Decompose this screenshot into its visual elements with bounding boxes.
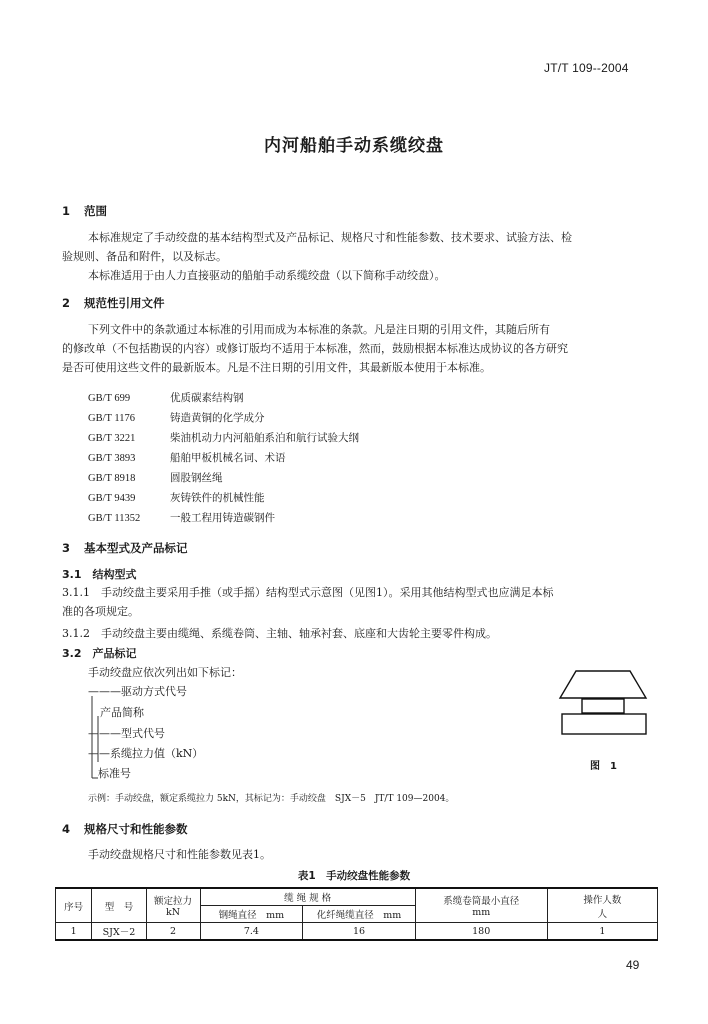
- reference-item: GB/T 8918 圆股钢丝绳: [88, 472, 223, 484]
- reference-item: GB/T 11352 一般工程用铸造碳钢件: [88, 512, 275, 524]
- section-2-paragraph-line-2: 的修改单（不包括勘误的内容）或修订版均不适用于本标准，然而，鼓励根据本标准达成协议的各方研究: [62, 342, 568, 355]
- section-2-heading: 2 规范性引用文件: [62, 296, 165, 310]
- document-title: 内河船舶手动系缆绞盘: [264, 136, 444, 156]
- section-2-paragraph-line-1: 下列文件中的条款通过本标准的引用而成为本标准的条款。凡是注日期的引用文件，其随后所有: [88, 323, 550, 336]
- header-index: 序号: [56, 888, 92, 923]
- marking-line: ———型式代号: [88, 727, 165, 740]
- performance-parameters-table: [55, 887, 658, 941]
- section-3-1-heading: 3.1 结构型式: [62, 568, 137, 581]
- header-model: 型 号: [92, 888, 146, 923]
- table-caption: 表1 手动绞盘性能参数: [297, 870, 411, 882]
- reference-item: GB/T 9439 灰铸铁件的机械性能: [88, 492, 265, 504]
- reference-item: GB/T 699 优质碳素结构钢: [88, 392, 244, 404]
- cell-model: SJX－2: [92, 923, 146, 941]
- capstan-schematic-figure: [552, 668, 656, 748]
- header-rope-spec: 缆 绳 规 格: [200, 888, 415, 906]
- reference-item: GB/T 1176 铸造黄铜的化学成分: [88, 412, 265, 424]
- cell-wire: 7.4: [200, 923, 303, 941]
- table-row: [56, 923, 658, 941]
- section-3-heading: 3 基本型式及产品标记: [62, 541, 188, 555]
- header-rated-force: 额定拉力 kN: [146, 888, 200, 923]
- marking-bracket-lines: [88, 690, 108, 782]
- section-3-2-heading: 3.2 产品标记: [62, 647, 137, 660]
- section-4-heading: 4 规格尺寸和性能参数: [62, 822, 188, 836]
- header-fiber-rope-diameter: 化纤绳缆直径 mm: [303, 906, 415, 923]
- section-1-heading: 1 范围: [62, 204, 107, 218]
- section-1-paragraph-2: 本标准适用于由人力直接驱动的船舶手动系缆绞盘（以下简称手动绞盘）。: [88, 269, 446, 282]
- cell-fiber: 16: [303, 923, 415, 941]
- section-1-paragraph-1-line-2: 验规则、备品和附件，以及标志。: [62, 250, 227, 263]
- clause-3-1-1-line-1: 3.1.1 手动绞盘主要采用手推（或手摇）结构型式示意图（见图1）。采用其他结构型式也应满足本标: [62, 586, 554, 599]
- capstan-drum-head: [560, 671, 646, 698]
- cell-drum: 180: [415, 923, 547, 941]
- section-4-intro: 手动绞盘规格尺寸和性能参数见表1。: [88, 848, 271, 861]
- section-1-paragraph-1-line-1: 本标准规定了手动绞盘的基本结构型式及产品标记、规格尺寸和性能参数、技术要求、试验方法、检: [88, 231, 572, 244]
- cell-ops: 1: [547, 923, 657, 941]
- cell-force: 2: [146, 923, 200, 941]
- header-drum-diameter: 系缆卷筒最小直径 mm: [415, 888, 547, 923]
- capstan-barrel: [582, 699, 624, 713]
- reference-item: GB/T 3221 柴油机动力内河船舶系泊和航行试验大纲: [88, 432, 359, 444]
- cell-index: 1: [56, 923, 92, 941]
- reference-item: GB/T 3893 船舶甲板机械名词、术语: [88, 452, 286, 464]
- header-operators: 操作人数 人: [547, 888, 657, 923]
- marking-example: 示例：手动绞盘，额定系缆拉力 5kN，其标记为：手动绞盘 SJX－5 JT/T 109—2004。: [88, 794, 455, 804]
- marking-line: ———驱动方式代号: [88, 685, 187, 698]
- header-wire-rope-diameter: 钢绳直径 mm: [200, 906, 303, 923]
- marking-intro: 手动绞盘应依次列出如下标记：: [88, 666, 242, 679]
- marking-line: 标准号: [98, 767, 131, 780]
- marking-line: ——系缆拉力值（kN）: [88, 747, 204, 760]
- capstan-base: [562, 714, 646, 734]
- page-number: 49: [626, 958, 640, 972]
- marking-line: 产品简称: [100, 706, 144, 719]
- clause-3-1-1-line-2: 准的各项规定。: [62, 605, 139, 618]
- standard-number: JT/T 109--2004: [544, 61, 629, 75]
- clause-3-1-2: 3.1.2 手动绞盘主要由缆绳、系缆卷筒、主轴、轴承衬套、底座和大齿轮主要零件构成。: [62, 627, 497, 640]
- section-2-paragraph-line-3: 是否可使用这些文件的最新版本。凡是不注日期的引用文件，其最新版本使用于本标准。: [62, 361, 491, 374]
- figure-caption: 图 1: [590, 761, 617, 772]
